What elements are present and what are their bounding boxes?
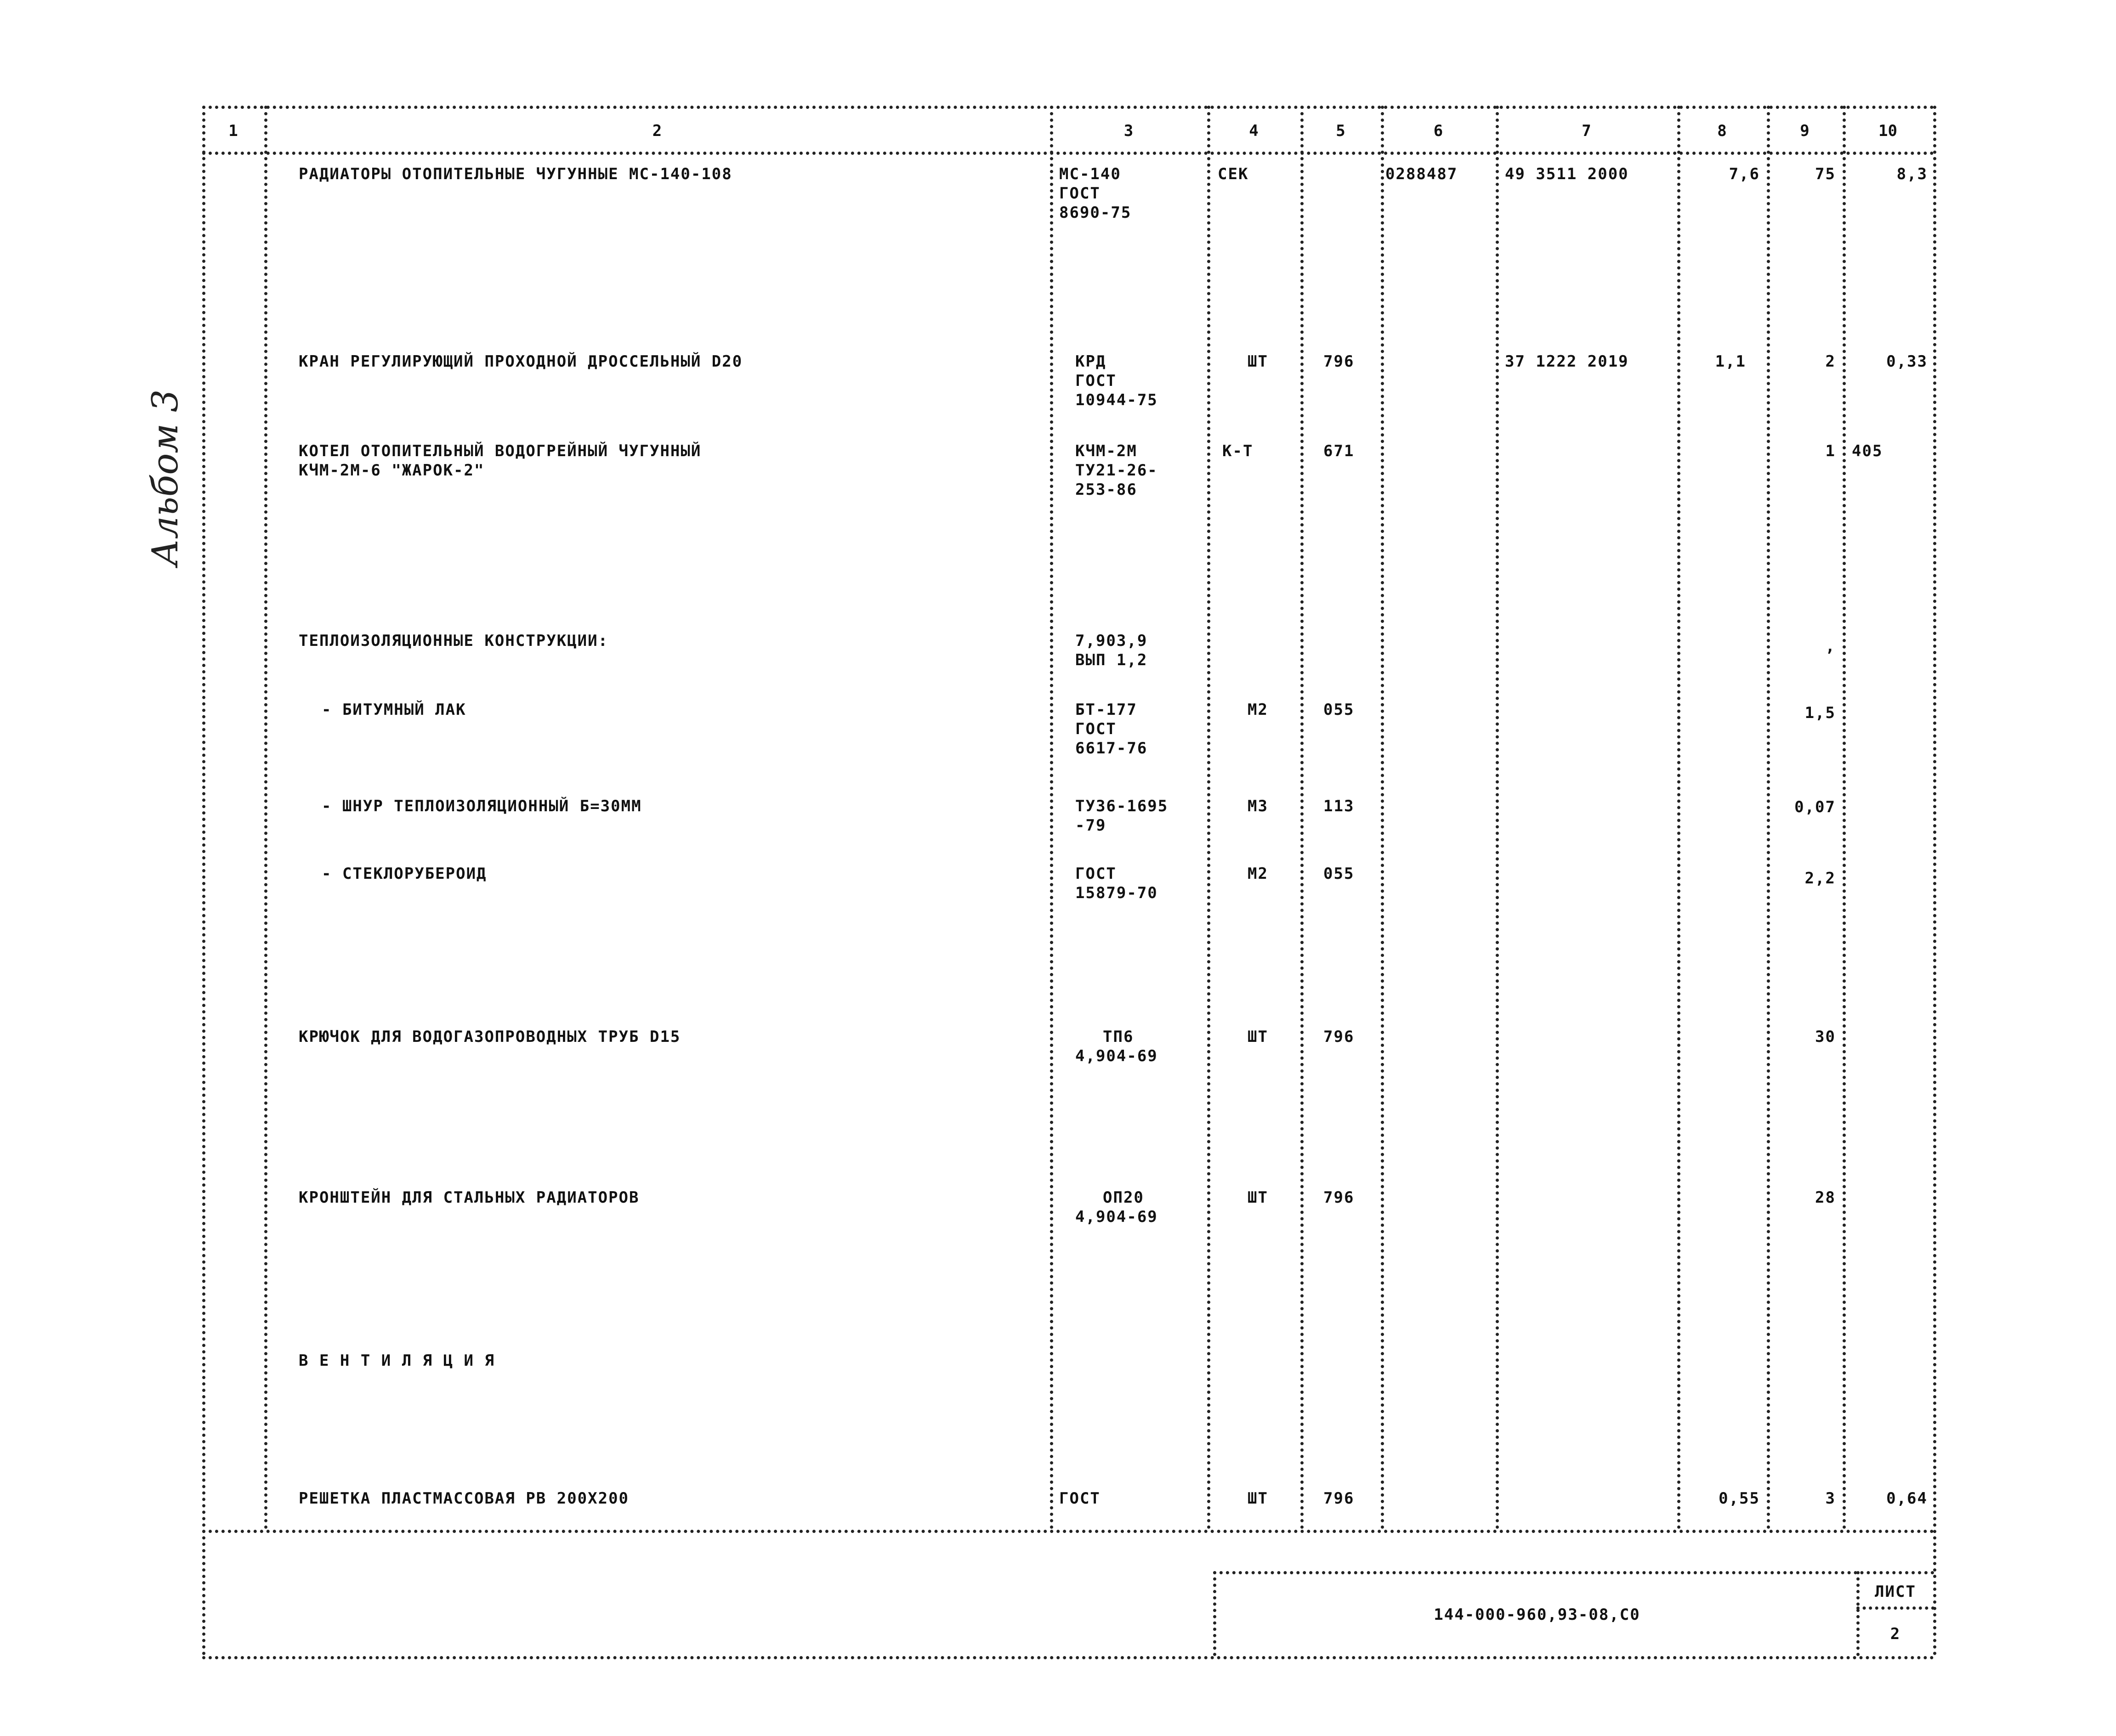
- item-code-line: ГОСТ: [1075, 720, 1117, 738]
- item-col10: 0,64: [1886, 1489, 1928, 1508]
- column-header-9: 9: [1800, 122, 1810, 140]
- item-code-line: 4,904-69: [1075, 1208, 1158, 1226]
- item-unit-code: 055: [1323, 701, 1355, 719]
- item-col10: 0,33: [1886, 352, 1928, 371]
- column-header-1: 1: [228, 122, 238, 140]
- item-col9: ,: [1825, 637, 1836, 656]
- item-col9: 30: [1815, 1028, 1836, 1046]
- col-rule: [1677, 106, 1680, 1530]
- item-unit: СЕК: [1218, 165, 1249, 183]
- item-name: - ШНУР ТЕПЛОИЗОЛЯЦИОННЫЙ Б=30ММ: [322, 797, 642, 815]
- item-col7: 49 3511 2000: [1505, 165, 1629, 183]
- column-header-5: 5: [1336, 122, 1345, 140]
- item-code-line: 7,903,9: [1075, 632, 1148, 650]
- item-unit-code: 055: [1323, 865, 1355, 883]
- item-unit-code: 796: [1323, 1188, 1355, 1207]
- table-bottom-rule: [202, 1530, 1934, 1533]
- item-unit: ШТ: [1248, 352, 1268, 371]
- item-code-line: БТ-177: [1075, 701, 1137, 719]
- column-header-2: 2: [652, 122, 662, 140]
- item-code-line: МС-140: [1059, 165, 1121, 183]
- item-code-line: -79: [1075, 816, 1106, 835]
- item-unit: ШТ: [1248, 1188, 1268, 1207]
- item-name: ТЕПЛОИЗОЛЯЦИОННЫЕ КОНСТРУКЦИИ:: [299, 632, 609, 650]
- frame-left-rule: [202, 106, 205, 1656]
- column-header-3: 3: [1123, 122, 1134, 140]
- item-name: КРАН РЕГУЛИРУЮЩИЙ ПРОХОДНОЙ ДРОССЕЛЬНЫЙ D20: [299, 352, 743, 371]
- item-name: КРОНШТЕЙН ДЛЯ СТАЛЬНЫХ РАДИАТОРОВ: [299, 1188, 640, 1207]
- item-col9: 3: [1825, 1489, 1836, 1508]
- column-header-8: 8: [1717, 122, 1727, 140]
- column-header-4: 4: [1249, 122, 1259, 140]
- col-rule: [1843, 106, 1846, 1530]
- col-rule: [1767, 106, 1770, 1530]
- item-col9: 75: [1815, 165, 1836, 183]
- item-code-line: 253-86: [1075, 481, 1137, 499]
- item-col9: 1,5: [1804, 704, 1836, 722]
- item-col9: 2,2: [1804, 869, 1836, 888]
- item-name: РЕШЕТКА ПЛАСТМАССОВАЯ РВ 200Х200: [299, 1489, 630, 1508]
- item-unit-code: 796: [1323, 1489, 1355, 1508]
- item-code-line: ТУ36-1695: [1075, 797, 1169, 815]
- item-unit-code: 113: [1323, 797, 1355, 815]
- item-unit: ШТ: [1248, 1489, 1268, 1508]
- item-code-line: 4,904-69: [1075, 1047, 1158, 1065]
- item-unit: М3: [1248, 797, 1268, 815]
- page-bottom-rule: [202, 1656, 1934, 1659]
- col-rule: [1300, 106, 1304, 1530]
- column-header-6: 6: [1433, 122, 1443, 140]
- item-name-line2: КЧМ-2М-6 "ЖАРОК-2": [299, 461, 485, 480]
- item-col9: 1: [1825, 442, 1836, 460]
- item-code-line: 15879-70: [1075, 884, 1158, 902]
- column-header-10: 10: [1878, 122, 1897, 140]
- item-code-line: ОП20: [1103, 1188, 1144, 1207]
- item-name: КОТЕЛ ОТОПИТЕЛЬНЫЙ ВОДОГРЕЙНЫЙ ЧУГУННЫЙ: [299, 442, 702, 460]
- item-unit: ШТ: [1248, 1028, 1268, 1046]
- item-code-line: 8690-75: [1059, 204, 1132, 222]
- col-rule: [1050, 106, 1053, 1530]
- item-code-line: ТП6: [1103, 1028, 1134, 1046]
- column-header-7: 7: [1582, 122, 1591, 140]
- item-unit: М2: [1248, 701, 1268, 719]
- item-name: - СТЕКЛОРУБЕРОИД: [322, 865, 487, 883]
- header-bottom-rule: [202, 152, 1934, 155]
- stamp-top-rule: [1213, 1571, 1934, 1574]
- album-note: Альбом 3: [145, 389, 186, 566]
- item-col9: 0,07: [1794, 798, 1836, 816]
- document-code: 144-000-960,93-08,С0: [1434, 1606, 1640, 1624]
- item-code-line: ГОСТ: [1075, 372, 1117, 390]
- col-rule: [264, 106, 267, 1530]
- stamp-left-rule: [1213, 1571, 1216, 1656]
- item-code-line: ГОСТ: [1059, 1489, 1101, 1508]
- item-code-line: ГОСТ: [1059, 184, 1101, 203]
- sheet-divider-rule: [1856, 1606, 1934, 1610]
- item-unit-code: 796: [1323, 1028, 1355, 1046]
- frame-right-rule: [1933, 106, 1936, 1656]
- sheet-label: ЛИСТ: [1875, 1583, 1916, 1601]
- item-unit: К-Т: [1222, 442, 1254, 460]
- item-col10: 405: [1852, 442, 1883, 460]
- item-col6: 0288487: [1385, 165, 1458, 183]
- item-unit-code: 796: [1323, 352, 1355, 371]
- sheet-number: 2: [1890, 1625, 1901, 1643]
- item-code-line: ТУ21-26-: [1075, 461, 1158, 480]
- item-code-line: КРД: [1075, 352, 1106, 371]
- item-col10: 8,3: [1896, 165, 1928, 183]
- item-code-line: ГОСТ: [1075, 865, 1117, 883]
- item-code-line: ВЫП 1,2: [1075, 651, 1148, 669]
- item-name: РАДИАТОРЫ ОТОПИТЕЛЬНЫЕ ЧУГУННЫЕ МС-140-108: [299, 165, 732, 183]
- item-col8: 1,1: [1715, 352, 1746, 371]
- col-rule: [1381, 106, 1384, 1530]
- item-unit-code: 671: [1323, 442, 1355, 460]
- item-col8: 7,6: [1729, 165, 1760, 183]
- item-col7: 37 1222 2019: [1505, 352, 1629, 371]
- item-name: - БИТУМНЫЙ ЛАК: [322, 701, 466, 719]
- item-code-line: КЧМ-2М: [1075, 442, 1137, 460]
- item-code-line: 10944-75: [1075, 391, 1158, 409]
- item-col9: 2: [1825, 352, 1836, 371]
- col-rule: [1207, 106, 1210, 1530]
- col-rule: [1496, 106, 1499, 1530]
- item-unit: М2: [1248, 865, 1268, 883]
- item-col8: 0,55: [1719, 1489, 1760, 1508]
- item-code-line: 6617-76: [1075, 739, 1148, 758]
- table-top-rule: [202, 106, 1934, 109]
- item-col9: 28: [1815, 1188, 1836, 1207]
- section-title: В Е Н Т И Л Я Ц И Я: [299, 1351, 495, 1370]
- item-name: КРЮЧОК ДЛЯ ВОДОГАЗОПРОВОДНЫХ ТРУБ D15: [299, 1028, 681, 1046]
